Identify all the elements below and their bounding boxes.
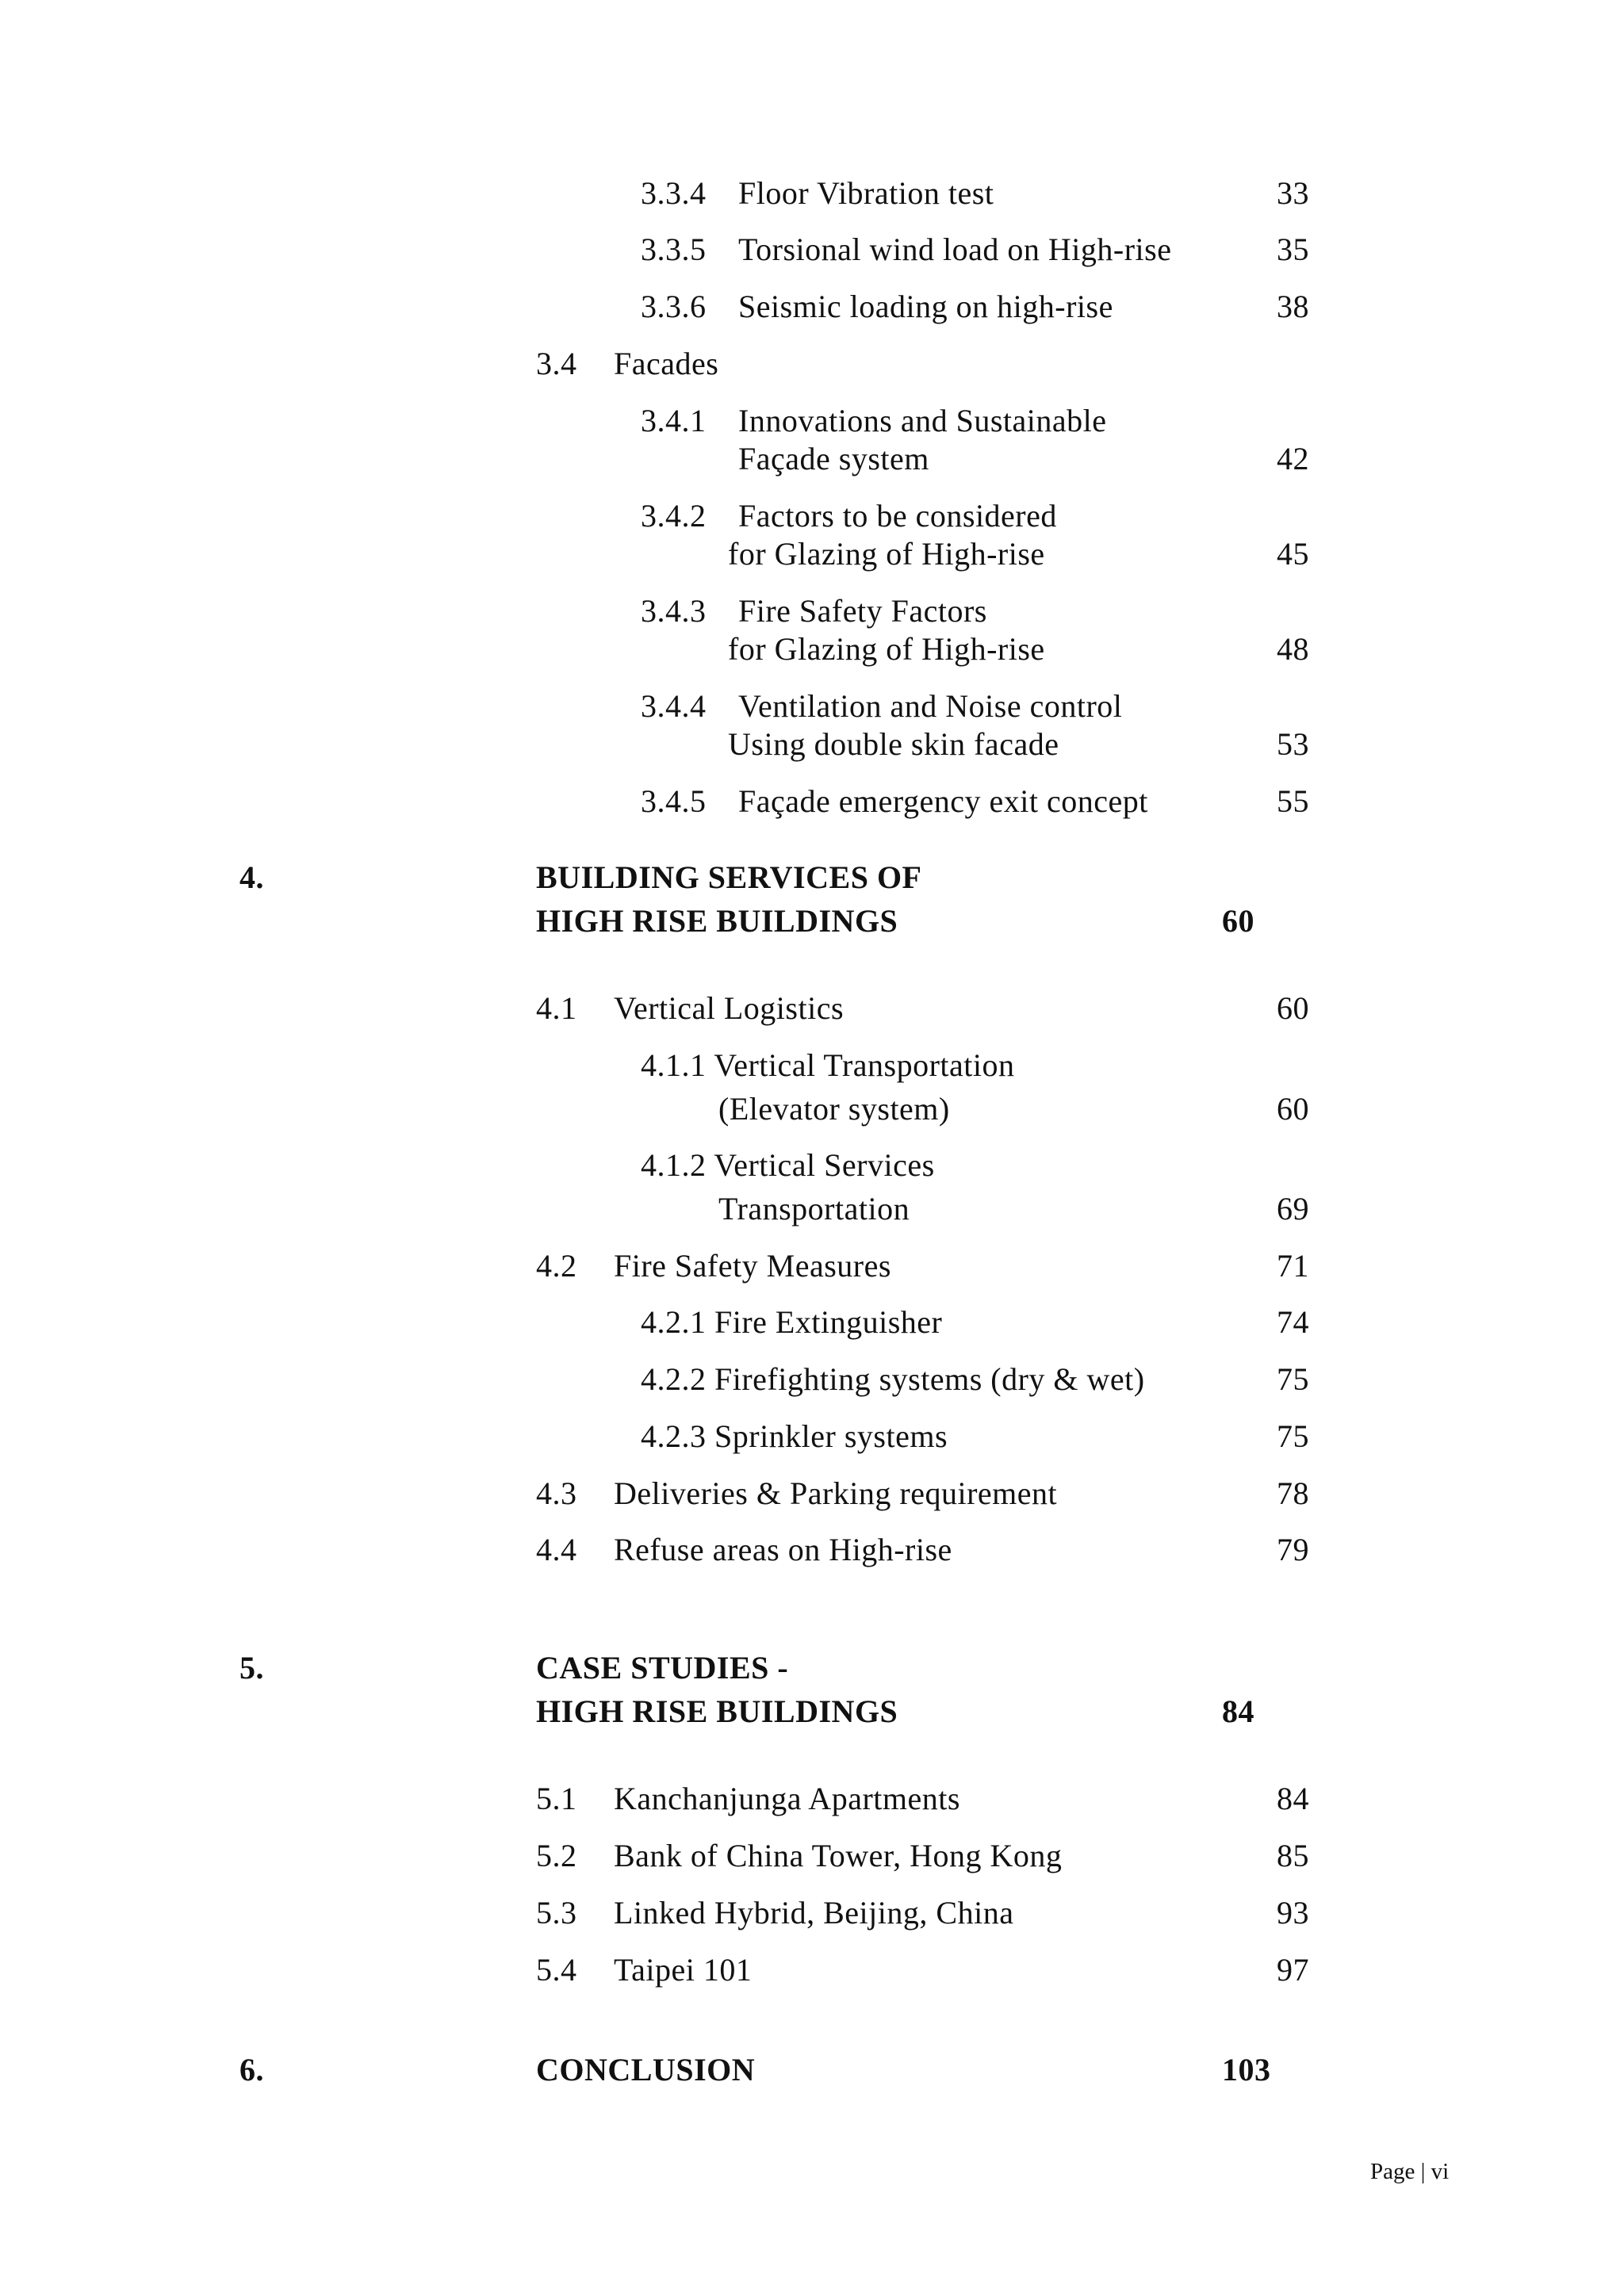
page-number-footer: Page | vi <box>1370 2159 1450 2184</box>
chapter-number: 4. <box>239 859 264 895</box>
entry-page: 60 <box>1277 990 1309 1026</box>
entry-title-line2: Façade system <box>738 441 929 476</box>
entry-title-line1: Ventilation and Noise control <box>738 688 1123 724</box>
entry-title: Linked Hybrid, Beijing, China <box>614 1895 1014 1931</box>
entry-title: Kanchanjunga Apartments <box>614 1781 960 1816</box>
entry-title-line1: 4.1.1 Vertical Transportation <box>641 1047 1015 1083</box>
entry-number: 5.1 <box>536 1781 577 1816</box>
entry-title: Facades <box>614 346 719 381</box>
chapter-number: 5. <box>239 1650 264 1686</box>
entry-title: Deliveries & Parking requirement <box>614 1475 1058 1511</box>
chapter-page: 60 <box>1222 903 1254 939</box>
entry-page: 79 <box>1277 1532 1309 1567</box>
entry-title-line1: Factors to be considered <box>738 498 1057 534</box>
entry-title: Taipei 101 <box>614 1952 753 1988</box>
entry-page: 35 <box>1277 232 1309 267</box>
entry-title: 4.2.1 Fire Extinguisher <box>641 1304 943 1340</box>
entry-page: 45 <box>1277 536 1309 572</box>
entry-title: Bank of China Tower, Hong Kong <box>614 1838 1063 1873</box>
entry-number: 5.4 <box>536 1952 577 1988</box>
entry-title: 4.2.2 Firefighting systems (dry & wet) <box>641 1361 1145 1397</box>
entry-number: 5.2 <box>536 1838 577 1873</box>
entry-page: 97 <box>1277 1952 1309 1988</box>
chapter-page: 103 <box>1222 2052 1271 2087</box>
entry-page: 53 <box>1277 726 1309 762</box>
chapter-title-line1: CASE STUDIES - <box>536 1650 789 1686</box>
entry-title-line2: Transportation <box>718 1191 910 1226</box>
chapter-title: CONCLUSION <box>536 2052 756 2087</box>
entry-number: 3.4.2 <box>641 498 707 534</box>
entry-title: Façade emergency exit concept <box>738 783 1148 819</box>
entry-number: 3.4.4 <box>641 688 707 724</box>
entry-title: 4.2.3 Sprinkler systems <box>641 1418 948 1454</box>
entry-number: 4.2 <box>536 1248 577 1284</box>
entry-number: 3.4.3 <box>641 593 707 629</box>
entry-page: 33 <box>1277 175 1309 211</box>
entry-number: 3.4.1 <box>641 403 707 438</box>
entry-page: 55 <box>1277 783 1309 819</box>
entry-title: Floor Vibration test <box>738 175 994 211</box>
entry-number: 3.4 <box>536 346 577 381</box>
entry-page: 69 <box>1277 1191 1309 1226</box>
entry-page: 78 <box>1277 1475 1309 1511</box>
entry-number: 3.3.6 <box>641 289 707 324</box>
entry-number: 3.3.4 <box>641 175 707 211</box>
entry-number: 3.4.5 <box>641 783 707 819</box>
entry-title-line2: (Elevator system) <box>718 1091 950 1127</box>
entry-title-line1: Innovations and Sustainable <box>738 403 1107 438</box>
entry-title: Torsional wind load on High-rise <box>738 232 1172 267</box>
entry-page: 75 <box>1277 1361 1309 1397</box>
entry-title: Refuse areas on High-rise <box>614 1532 952 1567</box>
entry-title: Seismic loading on high-rise <box>738 289 1113 324</box>
entry-title: Fire Safety Measures <box>614 1248 891 1284</box>
entry-page: 75 <box>1277 1418 1309 1454</box>
entry-title-line2: for Glazing of High-rise <box>728 536 1045 572</box>
entry-number: 4.3 <box>536 1475 577 1511</box>
entry-number: 4.4 <box>536 1532 577 1567</box>
entry-title: Vertical Logistics <box>614 990 845 1026</box>
entry-page: 60 <box>1277 1091 1309 1127</box>
chapter-title-line2: HIGH RISE BUILDINGS <box>536 903 898 939</box>
entry-title-line2: for Glazing of High-rise <box>728 631 1045 667</box>
entry-page: 38 <box>1277 289 1309 324</box>
entry-number: 4.1 <box>536 990 577 1026</box>
chapter-number: 6. <box>239 2052 264 2087</box>
chapter-title-line1: BUILDING SERVICES OF <box>536 859 922 895</box>
entry-number: 3.3.5 <box>641 232 707 267</box>
entry-page: 84 <box>1277 1781 1309 1816</box>
entry-title-line1: Fire Safety Factors <box>738 593 987 629</box>
chapter-title-line2: HIGH RISE BUILDINGS <box>536 1693 898 1729</box>
entry-title-line2: Using double skin facade <box>728 726 1059 762</box>
entry-number: 5.3 <box>536 1895 577 1931</box>
entry-page: 85 <box>1277 1838 1309 1873</box>
entry-title-line1: 4.1.2 Vertical Services <box>641 1147 935 1183</box>
entry-page: 93 <box>1277 1895 1309 1931</box>
chapter-page: 84 <box>1222 1693 1254 1729</box>
entry-page: 42 <box>1277 441 1309 476</box>
entry-page: 74 <box>1277 1304 1309 1340</box>
entry-page: 71 <box>1277 1248 1309 1284</box>
entry-page: 48 <box>1277 631 1309 667</box>
